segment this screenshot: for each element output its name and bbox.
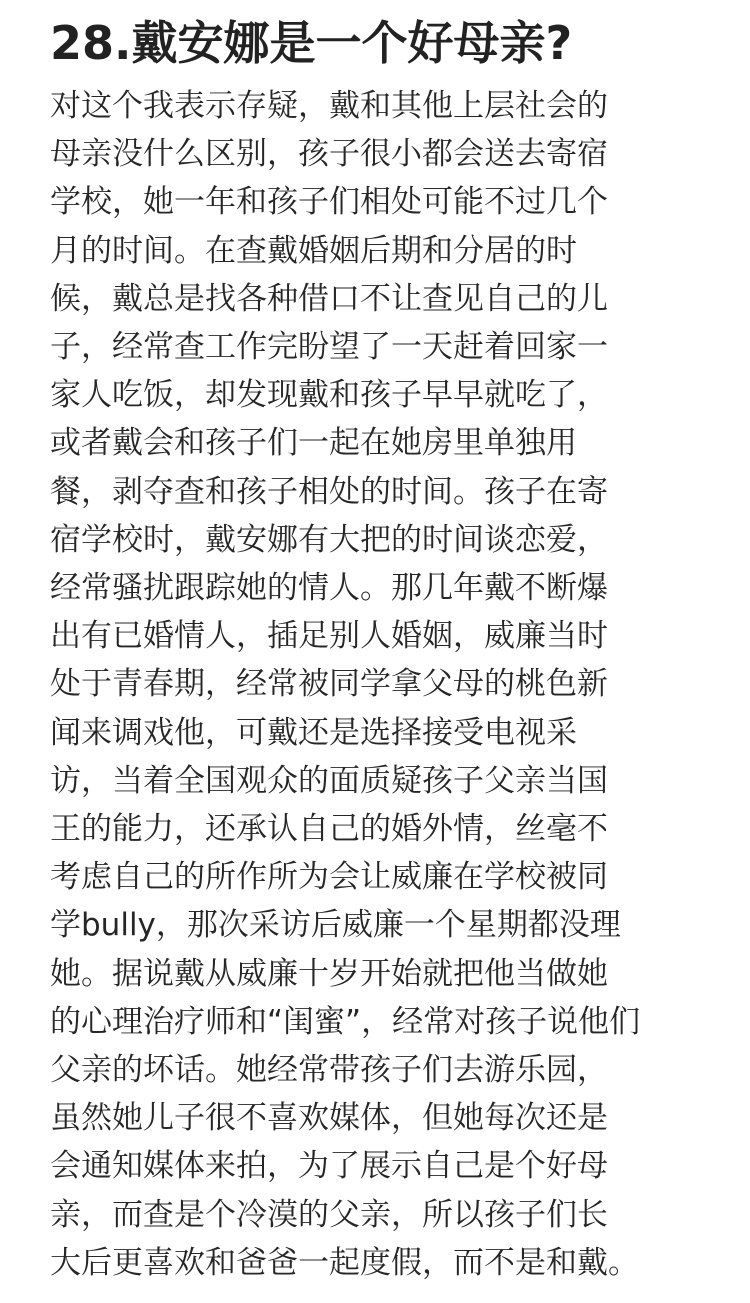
body-line: 学bully，那次采访后威廉一个星期都没理 [50, 907, 621, 944]
body-line: 家人吃饭，却发现戴和孩子早早就吃了， [50, 377, 608, 414]
body-line: 访，当着全国观众的面质疑孩子父亲当国 [50, 762, 608, 799]
body-line: 会通知媒体来拍，为了展示自己是个好母 [50, 1148, 608, 1185]
body-line: 对这个我表示存疑，戴和其他上层社会的 [50, 88, 608, 124]
body-line: 的心理治疗师和“闺蜜”，经常对孩子说他们 [50, 1003, 641, 1040]
body-line: 她。据说戴从威廉十岁开始就把他当做她 [50, 955, 608, 992]
body-line: 处于青春期，经常被同学拿父母的桃色新 [50, 666, 608, 703]
article-body [50, 82, 740, 1287]
article-title: 28.戴安娜是一个好母亲? [50, 16, 573, 70]
body-line: 子，经常查工作完盼望了一天赶着回家一 [50, 329, 608, 366]
body-line: 学校，她一年和孩子们相处可能不过几个 [50, 184, 608, 221]
body-line: 出有已婚情人，插足别人婚姻，威廉当时 [50, 618, 608, 655]
body-line: 亲，而查是个冷漠的父亲，所以孩子们长 [50, 1196, 608, 1233]
body-line: 大后更喜欢和爸爸一起度假，而不是和戴。 [50, 1244, 639, 1281]
body-line: 闻来调戏他，可戴还是选择接受电视采 [50, 714, 577, 751]
body-line: 宿学校时，戴安娜有大把的时间谈恋爱， [50, 521, 608, 558]
body-line: 虽然她儿子很不喜欢媒体，但她每次还是 [50, 1100, 608, 1137]
body-line: 经常骚扰跟踪她的情人。那几年戴不断爆 [50, 570, 608, 607]
body-line: 父亲的坏话。她经常带孩子们去游乐园， [50, 1052, 608, 1089]
body-line: 王的能力，还承认自己的婚外情，丝毫不 [50, 811, 608, 848]
body-line: 母亲没什么区别，孩子很小都会送去寄宿 [50, 136, 608, 173]
body-line: 餐，剥夺查和孩子相处的时间。孩子在寄 [50, 473, 608, 510]
body-line: 或者戴会和孩子们一起在她房里单独用 [50, 425, 577, 462]
body-line: 候，戴总是找各种借口不让查见自己的儿 [50, 280, 608, 317]
body-line: 考虑自己的所作所为会让威廉在学校被同 [50, 859, 608, 896]
body-line: 月的时间。在查戴婚姻后期和分居的时 [50, 232, 577, 269]
